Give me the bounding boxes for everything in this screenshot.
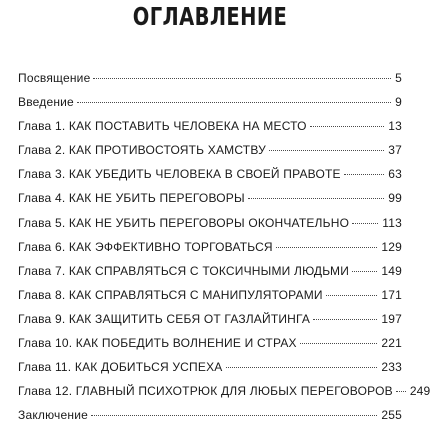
toc-leader-dots (326, 295, 378, 296)
toc-leader-dots (300, 343, 378, 344)
toc-entry[interactable] (18, 359, 402, 383)
toc-entry-page: 99 (388, 191, 402, 206)
toc-leader-dots (310, 126, 385, 127)
toc-entry-page: 9 (395, 95, 402, 110)
toc-leader-dots (226, 367, 378, 368)
toc-entry[interactable] (18, 190, 402, 214)
toc-title: ОГЛАВЛЕНИЕ (132, 2, 288, 31)
toc-entry-label: Глава 10. КАК ПОБЕДИТЬ ВОЛНЕНИЕ И СТРАХ (18, 336, 297, 351)
toc-entry[interactable] (18, 263, 402, 287)
toc-leader-dots (352, 271, 377, 272)
toc-leader-dots (344, 174, 384, 175)
toc-entry-label: Глава 3. КАК УБЕДИТЬ ЧЕЛОВЕКА В СВОЕЙ ПРАВОТЕ (18, 167, 341, 182)
toc-entry[interactable] (18, 383, 430, 407)
toc-leader-dots (276, 247, 378, 248)
toc-entry-label: Заключение (18, 408, 88, 423)
toc-entry-label: Посвящение (18, 71, 91, 85)
toc-entry-page: 255 (381, 408, 402, 423)
toc-entry-page: 5 (395, 71, 402, 85)
toc-leader-dots (91, 415, 377, 416)
toc-entry-label: Глава 12. ГЛАВНЫЙ ПСИХОТРЮК ДЛЯ ЛЮБЫХ ПЕРЕГОВОРОВ (18, 384, 393, 399)
toc-leader-dots (396, 391, 406, 392)
toc-entry[interactable] (18, 407, 402, 431)
toc-leader-dots (248, 198, 384, 199)
toc-leader-dots (93, 78, 391, 79)
toc-entry-page: 171 (381, 287, 402, 302)
toc-entry-page: 197 (381, 311, 402, 326)
toc-entry-label: Глава 9. КАК ЗАЩИТИТЬ СЕБЯ ОТ ГАЗЛАЙТИНГА (18, 311, 311, 326)
toc-entry-label: Глава 5. КАК НЕ УБИТЬ ПЕРЕГОВОРЫ ОКОНЧАТЕЛЬНО (18, 215, 350, 230)
toc-entry[interactable] (18, 94, 402, 118)
toc-entry-page: 221 (381, 336, 402, 351)
toc-entry[interactable] (18, 335, 402, 359)
toc-leader-dots (77, 102, 391, 103)
toc-entry[interactable] (18, 287, 402, 311)
toc-entry[interactable] (18, 142, 402, 166)
toc-leader-dots (269, 150, 384, 151)
toc-entry-page: 149 (381, 263, 402, 278)
toc-entry-label: Глава 11. КАК ДОБИТЬСЯ УСПЕХА (18, 360, 223, 375)
toc-entry-page: 63 (388, 167, 402, 182)
toc-entry[interactable] (18, 70, 402, 94)
toc-entry[interactable] (18, 311, 402, 335)
toc-entry-label: Введение (18, 95, 74, 110)
toc-entry-label: Глава 7. КАК СПРАВЛЯТЬСЯ С ТОКСИЧНЫМИ ЛЮДЬМИ (18, 263, 350, 278)
toc-entry-page: 37 (388, 143, 402, 158)
toc-entry-page: 249 (409, 384, 430, 399)
toc-entry-page: 233 (381, 360, 402, 375)
toc-entry-label: Глава 6. КАК ЭФФЕКТИВНО ТОРГОВАТЬСЯ (18, 239, 273, 254)
toc-list (18, 70, 430, 431)
toc-entry-page: 13 (388, 119, 402, 134)
toc-entry[interactable] (18, 118, 402, 142)
toc-leader-dots (313, 319, 377, 320)
toc-entry-label: Глава 8. КАК СПРАВЛЯТЬСЯ С МАНИПУЛЯТОРАМИ (18, 287, 323, 302)
toc-entry-label: Глава 4. КАК НЕ УБИТЬ ПЕРЕГОВОРЫ (18, 191, 245, 206)
toc-entry[interactable] (18, 239, 402, 263)
toc-leader-dots (352, 223, 378, 224)
toc-entry-label: Глава 2. КАК ПРОТИВОСТОЯТЬ ХАМСТВУ (18, 143, 266, 158)
toc-entry-page: 113 (382, 215, 402, 230)
toc-entry[interactable] (18, 215, 402, 239)
toc-entry-label: Глава 1. КАК ПОСТАВИТЬ ЧЕЛОВЕКА НА МЕСТО (18, 119, 307, 134)
toc-entry-page: 129 (381, 239, 402, 254)
toc-entry[interactable] (18, 166, 402, 190)
